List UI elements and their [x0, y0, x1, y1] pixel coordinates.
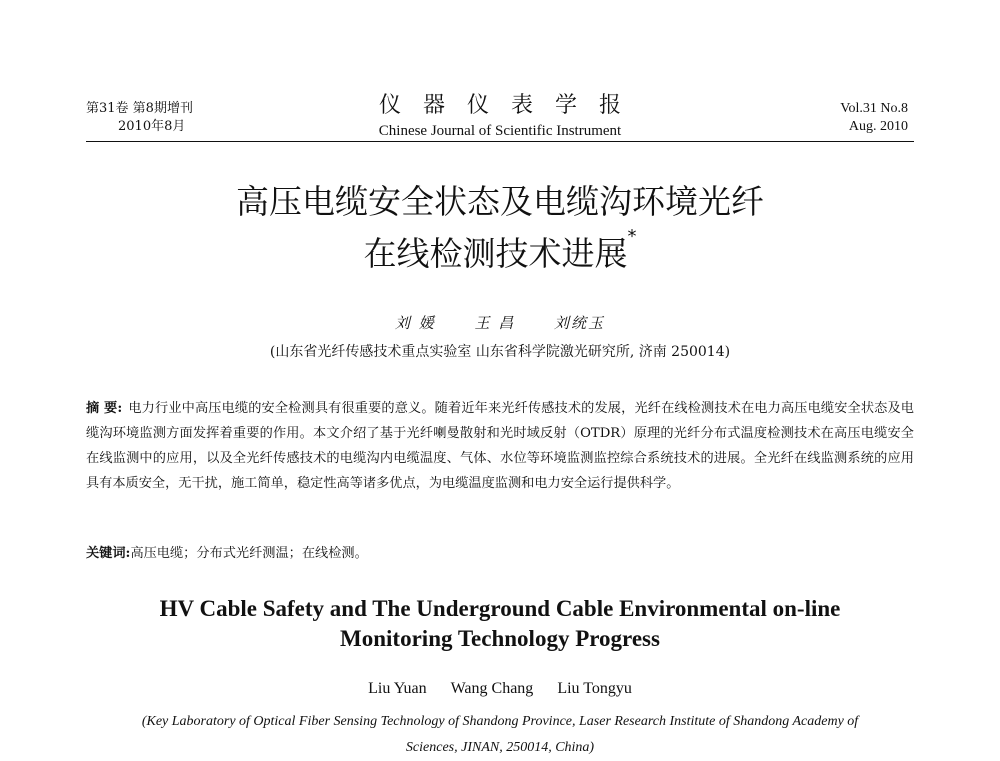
- journal-name-cn: 仪器仪表学报: [378, 93, 643, 118]
- paper-title-cn-line1: 高压电缆安全状态及电缆沟环境光纤: [236, 182, 764, 221]
- keywords-cn: [86, 544, 914, 564]
- paper-title-en-line2: Monitoring Technology Progress: [340, 626, 660, 651]
- author-en: Liu Yuan: [368, 680, 427, 697]
- issue-volume: 第31卷 第8期增刊: [86, 101, 193, 116]
- volume-info-en: [840, 100, 908, 136]
- author-cn: 刘统玉: [554, 314, 606, 332]
- volume-date-en: Aug. 2010: [848, 119, 908, 134]
- paper-title-cn-line2-wrap: [0, 228, 1000, 280]
- volume-number-en: Vol.31 No.8: [840, 101, 908, 116]
- authors-en: [0, 680, 1000, 698]
- abstract-label: 摘 要:: [86, 401, 123, 416]
- issue-date: 2010年8月: [118, 119, 186, 134]
- journal-name-en: Chinese Journal of Scientific Instrument: [378, 123, 622, 139]
- authors-cn: [0, 312, 1000, 333]
- affiliation-en-line2: Sciences, JINAN, 250014, China): [405, 740, 595, 755]
- author-en: Wang Chang: [450, 680, 534, 697]
- author-cn: 刘 媛: [394, 314, 436, 332]
- abstract-cn: [86, 396, 914, 496]
- footnote-mark: *: [627, 226, 637, 247]
- paper-title-en: [0, 594, 1000, 654]
- author-en: Liu Tongyu: [557, 680, 632, 697]
- affiliation-en: [106, 709, 894, 761]
- affiliation-cn: (山东省光纤传感技术重点实验室 山东省科学院激光研究所, 济南 250014): [269, 344, 731, 360]
- affiliation-en-line1: (Key Laboratory of Optical Fiber Sensing Technology of Shandong Province, Laser Research Institute of Shandong Academy of: [141, 714, 859, 729]
- paper-title-en-line1: HV Cable Safety and The Underground Cable Environmental on-line: [159, 596, 841, 621]
- paper-title-cn: [0, 176, 1000, 280]
- paper-title-cn-line2: 在线检测技术进展: [363, 234, 628, 273]
- keywords-label: 关键词:: [86, 546, 131, 561]
- keywords-text: 高压电缆；分布式光纤测温；在线检测。: [130, 546, 368, 561]
- author-cn: 王 昌: [474, 314, 516, 332]
- header-rule: [86, 141, 914, 142]
- abstract-text: 电力行业中高压电缆的安全检测具有很重要的意义。随着近年来光纤传感技术的发展，光纤在线检测技术在电力高压电缆安全状态及电缆沟环境监测方面发挥着重要的作用。本文介绍了基于光纤喇曼散射和光时域反射（OTDR）原理的光纤分布式温度检测技术在高压电缆安全在线监测中的应用，以及全光纤传感技术的电缆沟内电缆温度、气体、水位等环境监测监控综合系统技术的进展。全光纤在线监测系统的应用具有本质安全，无干扰，施工简单，稳定性高等诸多优点，为电缆温度监测和电力安全运行提供科学。: [86, 401, 914, 491]
